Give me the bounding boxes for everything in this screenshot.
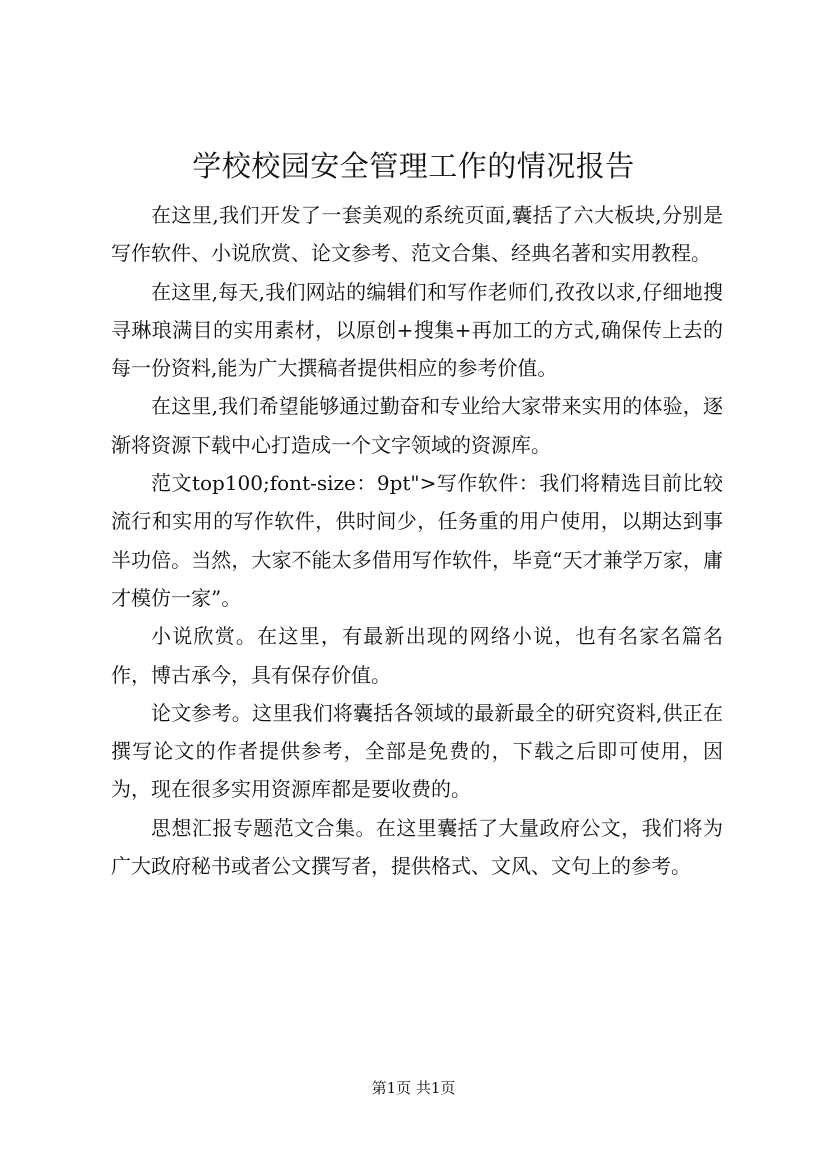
document-body	[111, 196, 723, 885]
page-number-footer: 第1页 共1页	[371, 1079, 456, 1097]
document-title: 学校校园安全管理工作的情况报告	[192, 149, 635, 183]
paragraph-5: 小说欣赏。在这里，有最新出现的网络小说，也有名家名篇名作，博古承今，具有保存价值。	[111, 624, 723, 687]
paragraph-2: 在这里,每天,我们网站的编辑们和写作老师们,孜孜以求,仔细地搜寻琳琅满目的实用素材，以原创+搜集+再加工的方式,确保传上去的每一份资料,能为广大撰稿者提供相应的参考价值。	[111, 279, 723, 381]
paragraph-6: 论文参考。这里我们将囊括各领域的最新最全的研究资料,供正在撰写论文的作者提供参考，全部是免费的，下载之后即可使用，因为，现在很多实用资源库都是要收费的。	[111, 700, 723, 802]
paragraph-3: 在这里,我们希望能够通过勤奋和专业给大家带来实用的体验，逐渐将资源下载中心打造成一个文字领域的资源库。	[111, 394, 723, 457]
paragraph-1: 在这里,我们开发了一套美观的系统页面,囊括了六大板块,分别是写作软件、小说欣赏、论文参考、范文合集、经典名著和实用教程。	[111, 203, 723, 266]
paragraph-7: 思想汇报专题范文合集。在这里囊括了大量政府公文，我们将为广大政府秘书或者公文撰写者，提供格式、文风、文句上的参考。	[111, 815, 723, 879]
paragraph-4: 范文top100;font-size：9pt">写作软件：我们将精选目前比较流行和实用的写作软件，供时间少，任务重的用户使用，以期达到事半功倍。当然，大家不能太多借用写作软件，毕竟“天才兼学万家，庸才模仿一家”。	[111, 471, 723, 610]
